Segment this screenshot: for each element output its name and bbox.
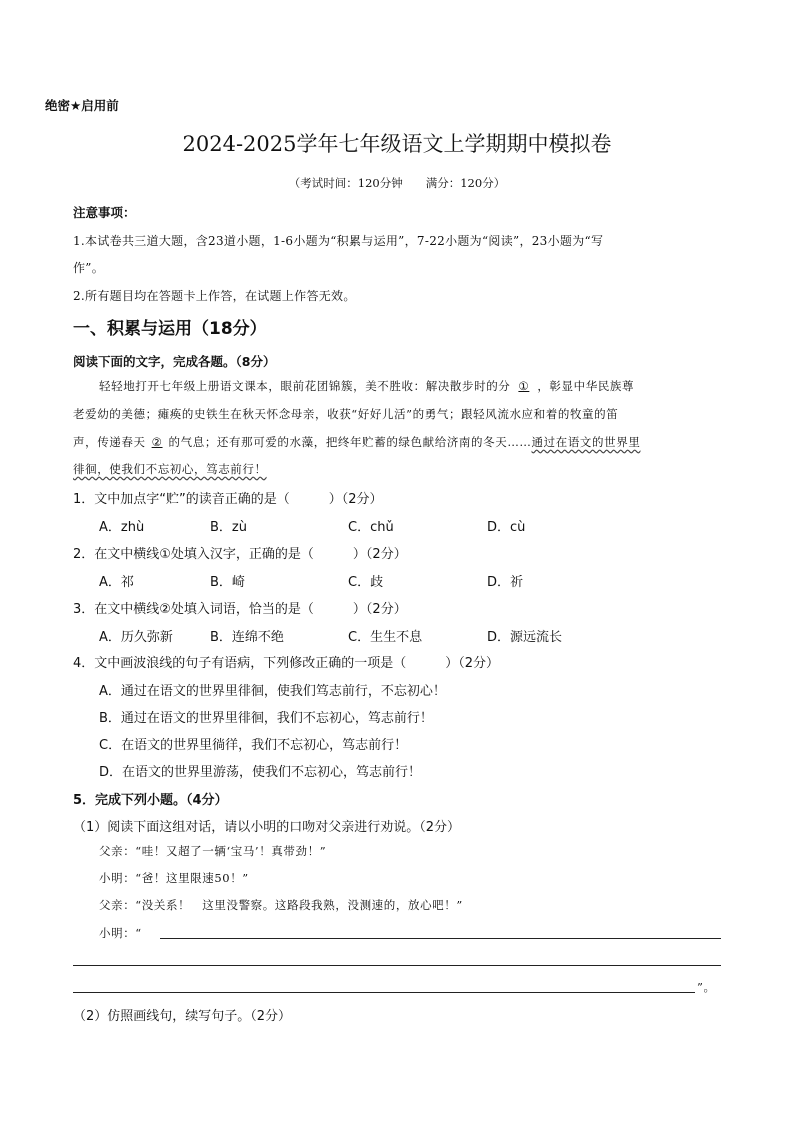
- exam-info: （考试时间：120分钟 满分：120分）: [288, 176, 506, 190]
- q1-option-c[interactable]: C．chǔ: [348, 520, 394, 535]
- answer-suffix: ”。: [697, 980, 716, 994]
- q2-option-c[interactable]: C．歧: [348, 575, 384, 590]
- q5-part-1: （1）阅读下面这组对话，请以小明的口吻对父亲进行劝说。（2分）: [73, 820, 461, 835]
- q5-part-2: （2）仿照画线句，续写句子。（2分）: [73, 1009, 292, 1024]
- passage-line-1: 轻轻地打开七年级上册语文课本，眼前花团锦簇，美不胜收：解决散步时的分 ① ，彰显中华民族尊: [99, 379, 635, 393]
- section-heading: 一、积累与运用（18分）: [73, 319, 267, 339]
- confidential-label: 绝密★启用前: [45, 98, 119, 113]
- q3-option-a[interactable]: A．历久弥新: [99, 630, 173, 645]
- question-4: 4．文中画波浪线的句子有语病，下列修改正确的一项是（ ）（2分）: [73, 656, 500, 671]
- q2-option-b[interactable]: B．崎: [210, 575, 245, 590]
- q3-option-b[interactable]: B．连绵不绝: [210, 630, 284, 645]
- answer-line-3[interactable]: [73, 992, 695, 993]
- blank-2: ②: [151, 435, 163, 449]
- reading-heading: 阅读下面的文字，完成各题。（8分）: [73, 354, 276, 369]
- page-title: 2024-2025学年七年级语文上学期期中模拟卷: [182, 132, 612, 156]
- dialogue-line-2: 小明：“爸！这里限速50！”: [99, 871, 249, 885]
- q1-option-b[interactable]: B．zù: [210, 520, 247, 535]
- answer-line-1[interactable]: [160, 938, 721, 939]
- q3-option-c[interactable]: C．生生不息: [348, 630, 423, 645]
- q4-option-c[interactable]: C．在语文的世界里徜徉，我们不忘初心，笃志前行！: [99, 738, 408, 753]
- passage-line-4: [73, 461, 267, 477]
- q4-option-a[interactable]: A．通过在语文的世界里徘徊，使我们笃志前行，不忘初心！: [99, 684, 446, 699]
- passage-line-3: 声，传递春天 ② 的气息；还有那可爱的水藻，把终年贮蓄的绿色献给济南的冬天……通过在语文的世界里: [73, 435, 641, 449]
- q4-option-d[interactable]: D．在语文的世界里游荡，使我们不忘初心，笃志前行！: [99, 765, 422, 780]
- question-5: 5．完成下列小题。（4分）: [73, 793, 228, 808]
- q4-option-b[interactable]: B．通过在语文的世界里徘徊，我们不忘初心，笃志前行！: [99, 711, 433, 726]
- wavy-sentence-cont: 徘徊，使我们不忘初心，笃志前行！: [73, 462, 267, 476]
- wavy-sentence: 通过在语文的世界里: [531, 435, 641, 449]
- notice-item-1: 1.本试卷共三道大题，含23道小题，1-6小题为“积累与运用”，7-22小题为“阅读”，23小题为“写: [73, 234, 604, 248]
- question-2: 2．在文中横线①处填入汉字，正确的是（ ）（2分）: [73, 547, 407, 562]
- q3-option-d[interactable]: D．源远流长: [487, 630, 563, 645]
- blank-1: ①: [518, 379, 530, 393]
- notice-item-1-cont: 作”。: [73, 261, 105, 275]
- passage-line-2: 老爱幼的美德；瘫痪的史铁生在秋天怀念母亲，收获“好好儿活”的勇气；跟轻风流水应和着的牧童的笛: [73, 407, 619, 421]
- q1-option-a[interactable]: A．zhù: [99, 520, 145, 535]
- notice-heading: 注意事项：: [73, 205, 136, 220]
- q2-option-d[interactable]: D．祈: [487, 575, 524, 590]
- question-3: 3．在文中横线②处填入词语，恰当的是（ ）（2分）: [73, 602, 407, 617]
- question-1: 1．文中加点字“贮”的读音正确的是（ ）（2分）: [73, 492, 383, 507]
- q2-option-a[interactable]: A．祁: [99, 575, 134, 590]
- q1-option-d[interactable]: D．cù: [487, 520, 526, 535]
- notice-item-2: 2.所有题目均在答题卡上作答，在试题上作答无效。: [73, 289, 356, 303]
- dialogue-line-3: 父亲：“没关系！ 这里没警察。这路段我熟，没测速的，放心吧！”: [99, 898, 463, 912]
- dialogue-line-1: 父亲：“哇！又超了一辆‘宝马’！真带劲！”: [99, 844, 327, 858]
- answer-line-2[interactable]: [73, 965, 721, 966]
- answer-prefix: 小明：“: [99, 926, 142, 940]
